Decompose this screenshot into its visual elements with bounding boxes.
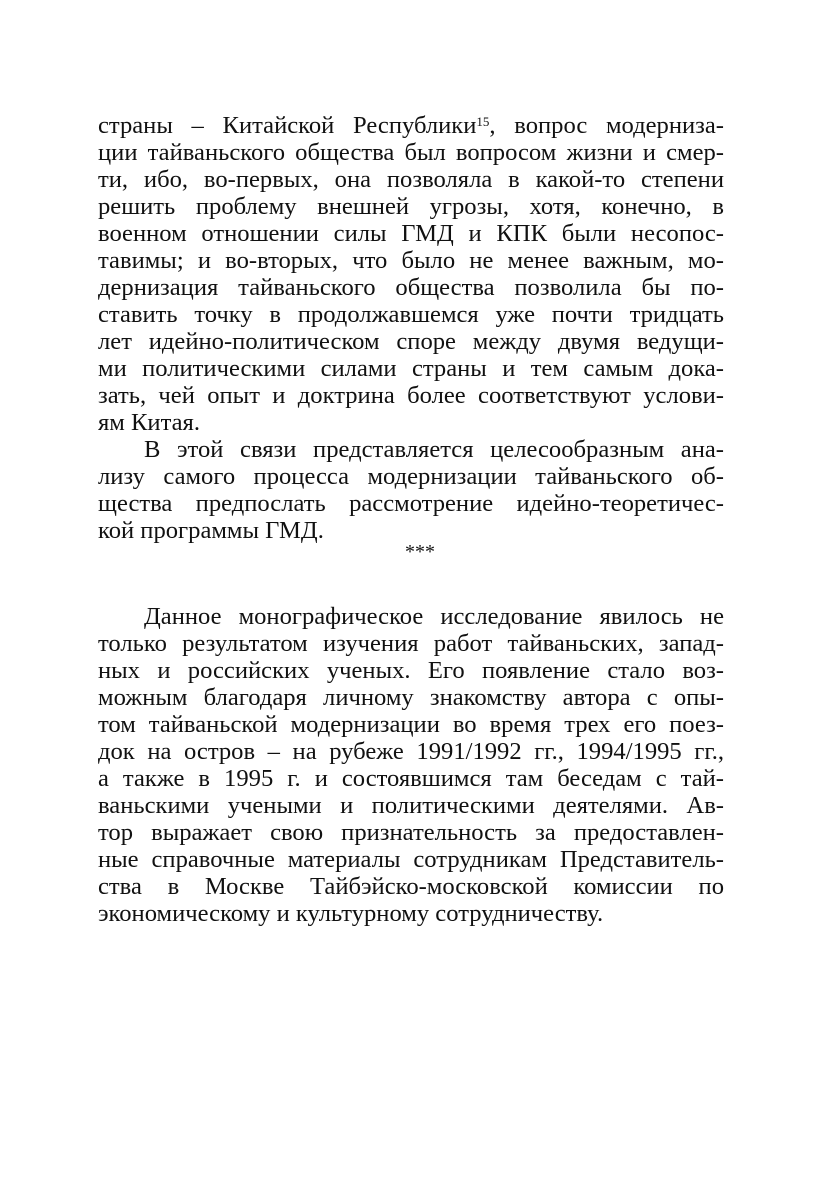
text-line: можным благодаря личному знакомству автора с опы- <box>98 684 724 711</box>
text-line-part: страны – Китайской Республики <box>98 112 477 139</box>
text-line: дернизация тайваньского общества позволила бы по- <box>98 274 724 301</box>
text-line: тор выражает свою признательность за предоставлен- <box>98 819 724 846</box>
text-line: решить проблему внешней угрозы, хотя, конечно, в <box>98 193 724 220</box>
text-line: только результатом изучения работ тайваньских, запад- <box>98 630 724 657</box>
text-line: ям Китая. <box>98 409 201 436</box>
text-line: ции тайваньского общества был вопросом жизни и смер- <box>98 139 724 166</box>
footnote-reference[interactable]: 15 <box>476 114 490 129</box>
text-line: кой программы ГМД. <box>98 517 324 544</box>
text-line: ми политическими силами страны и тем самым дока- <box>98 355 724 382</box>
text-line: ные справочные материалы сотрудникам Представитель- <box>98 846 724 873</box>
text-line: В этой связи представляется целесообразным ана- <box>144 436 724 463</box>
text-line: экономическому и культурному сотрудничеству. <box>98 900 604 927</box>
text-line: лизу самого процесса модернизации тайваньского об- <box>98 463 724 490</box>
main-text-bottom <box>98 603 724 927</box>
text-line: ваньскими учеными и политическими деятелями. Ав- <box>98 792 724 819</box>
main-text-top <box>98 112 724 544</box>
text-line: ства в Москве Тайбэйско-московской комиссии по <box>98 873 724 900</box>
text-line: док на остров – на рубеже 1991/1992 гг., 1994/1995 гг., <box>98 738 724 765</box>
text-line: тавимы; и во-вторых, что было не менее важным, мо- <box>98 247 724 274</box>
text-line: военном отношении силы ГМД и КПК были несопос- <box>98 220 724 247</box>
text-line: лет идейно-политическом споре между двумя ведущи- <box>98 328 724 355</box>
text-line: щества предпослать рассмотрение идейно-теоретичес- <box>98 490 724 517</box>
text-line: ставить точку в продолжавшемся уже почти тридцать <box>98 301 724 328</box>
text-line: том тайваньской модернизации во время трех его поез- <box>98 711 724 738</box>
text-line-part: , вопрос модерниза- <box>489 112 724 139</box>
section-separator: *** <box>405 541 435 563</box>
text-line: а также в 1995 г. и состоявшимся там беседам с тай- <box>98 765 724 792</box>
text-line: ти, ибо, во-первых, она позволяла в какой-то степени <box>98 166 724 193</box>
text-line: ных и российских ученых. Его появление стало воз- <box>98 657 724 684</box>
text-line: зать, чей опыт и доктрина более соответствуют услови- <box>98 382 724 409</box>
text-line <box>98 112 724 139</box>
text-line: Данное монографическое исследование явилось не <box>144 603 724 630</box>
